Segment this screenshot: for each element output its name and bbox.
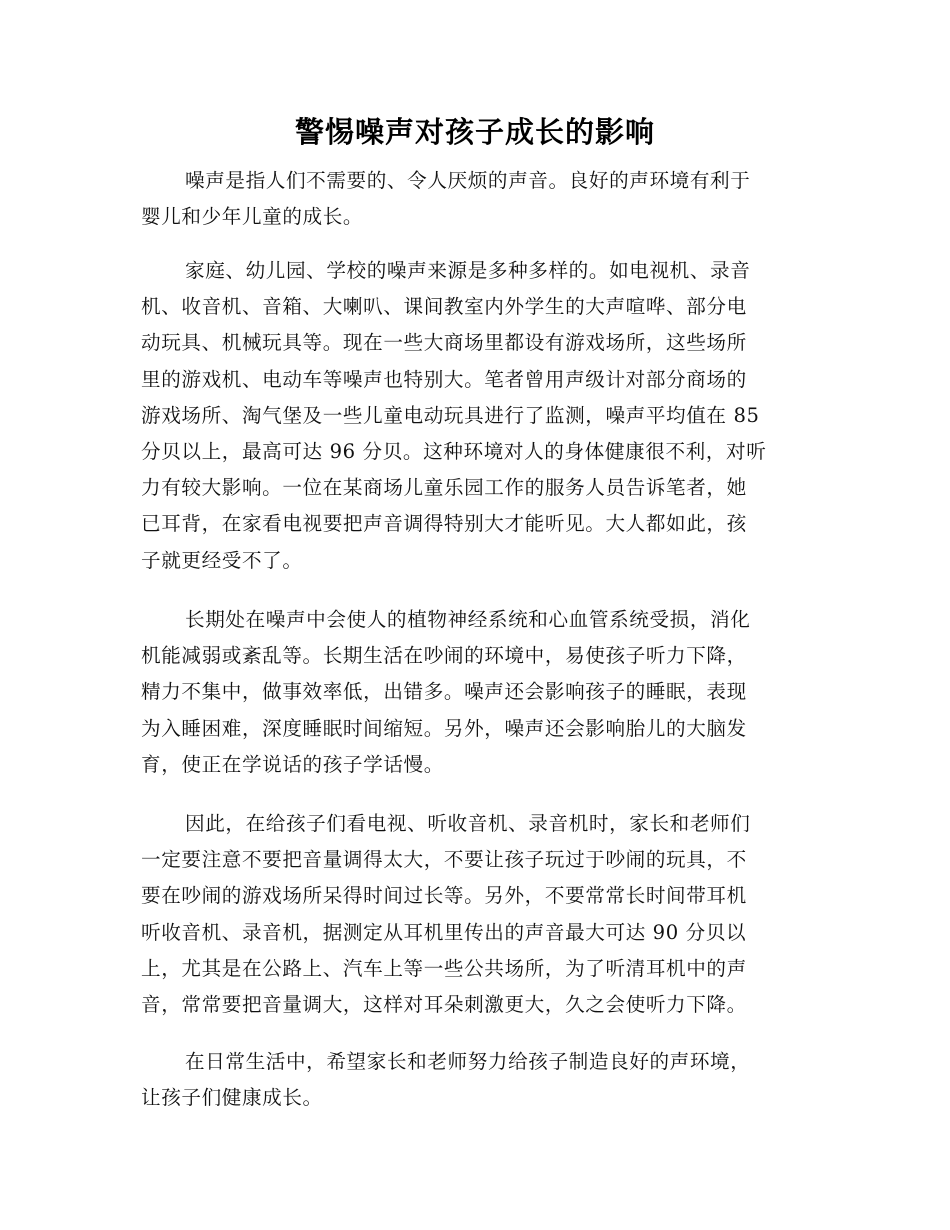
paragraph-5	[141, 1044, 805, 1116]
paragraph-line: 子就更经受不了。	[141, 548, 303, 572]
paragraph-2	[141, 253, 805, 579]
paragraph-line: 家庭、幼儿园、学校的噪声来源是多种多样的。如电视机、录音	[185, 259, 751, 282]
paragraph-line: 游戏场所、淘气堡及一些儿童电动玩具进行了监测，噪声平均值在 85	[141, 403, 760, 427]
paragraph-line: 育，使正在学说话的孩子学话慢。	[141, 752, 444, 776]
paragraph-line: 音，常常要把音量调大，这样对耳朵刺激更大，久之会使听力下降。	[141, 992, 747, 1016]
paragraph-line: 机、收音机、音箱、大喇叭、课间教室内外学生的大声喧哗、部分电	[141, 295, 747, 319]
paragraph-line: 分贝以上，最高可达 96 分贝。这种环境对人的身体健康很不利，对听	[141, 439, 767, 463]
paragraph-line: 精力不集中，做事效率低，出错多。噪声还会影响孩子的睡眠，表现	[141, 680, 747, 704]
paragraph-line: 里的游戏机、电动车等噪声也特别大。笔者曾用声级计对部分商场的	[141, 367, 747, 391]
paragraph-line: 听收音机、录音机，据测定从耳机里传出的声音最大可达 90 分贝以	[141, 920, 747, 944]
paragraph-line: 婴儿和少年儿童的成长。	[141, 205, 364, 229]
paragraph-line: 机能减弱或紊乱等。长期生活在吵闹的环境中，易使孩子听力下降，	[141, 644, 747, 668]
paragraph-line: 一定要注意不要把音量调得太大，不要让孩子玩过于吵闹的玩具，不	[141, 848, 747, 872]
paragraph-line: 长期处在噪声中会使人的植物神经系统和心血管系统受损，消化	[185, 608, 751, 631]
paragraph-line: 为入睡困难，深度睡眠时间缩短。另外，噪声还会影响胎儿的大脑发	[141, 716, 747, 740]
paragraph-line: 让孩子们健康成长。	[141, 1086, 323, 1110]
paragraph-line: 上，尤其是在公路上、汽车上等一些公共场所，为了听清耳机中的声	[141, 956, 747, 980]
paragraph-line: 已耳背，在家看电视要把声音调得特别大才能听见。大人都如此，孩	[141, 512, 747, 536]
paragraph-line: 因此，在给孩子们看电视、听收音机、录音机时，家长和老师们	[185, 812, 751, 835]
paragraph-line: 要在吵闹的游戏场所呆得时间过长等。另外，不要常常长时间带耳机	[141, 884, 747, 908]
paragraph-line: 噪声是指人们不需要的、令人厌烦的声音。良好的声环境有利于	[185, 169, 751, 192]
paragraph-line: 在日常生活中，希望家长和老师努力给孩子制造良好的声环境，	[185, 1050, 751, 1073]
paragraph-4	[141, 806, 805, 1023]
document-title: 警惕噪声对孩子成长的影响	[294, 115, 655, 149]
paragraph-line: 力有较大影响。一位在某商场儿童乐园工作的服务人员告诉笔者，她	[141, 476, 747, 500]
paragraph-3	[141, 602, 805, 783]
paragraph-1	[141, 163, 805, 235]
paragraph-line: 动玩具、机械玩具等。现在一些大商场里都设有游戏场所，这些场所	[141, 331, 747, 355]
